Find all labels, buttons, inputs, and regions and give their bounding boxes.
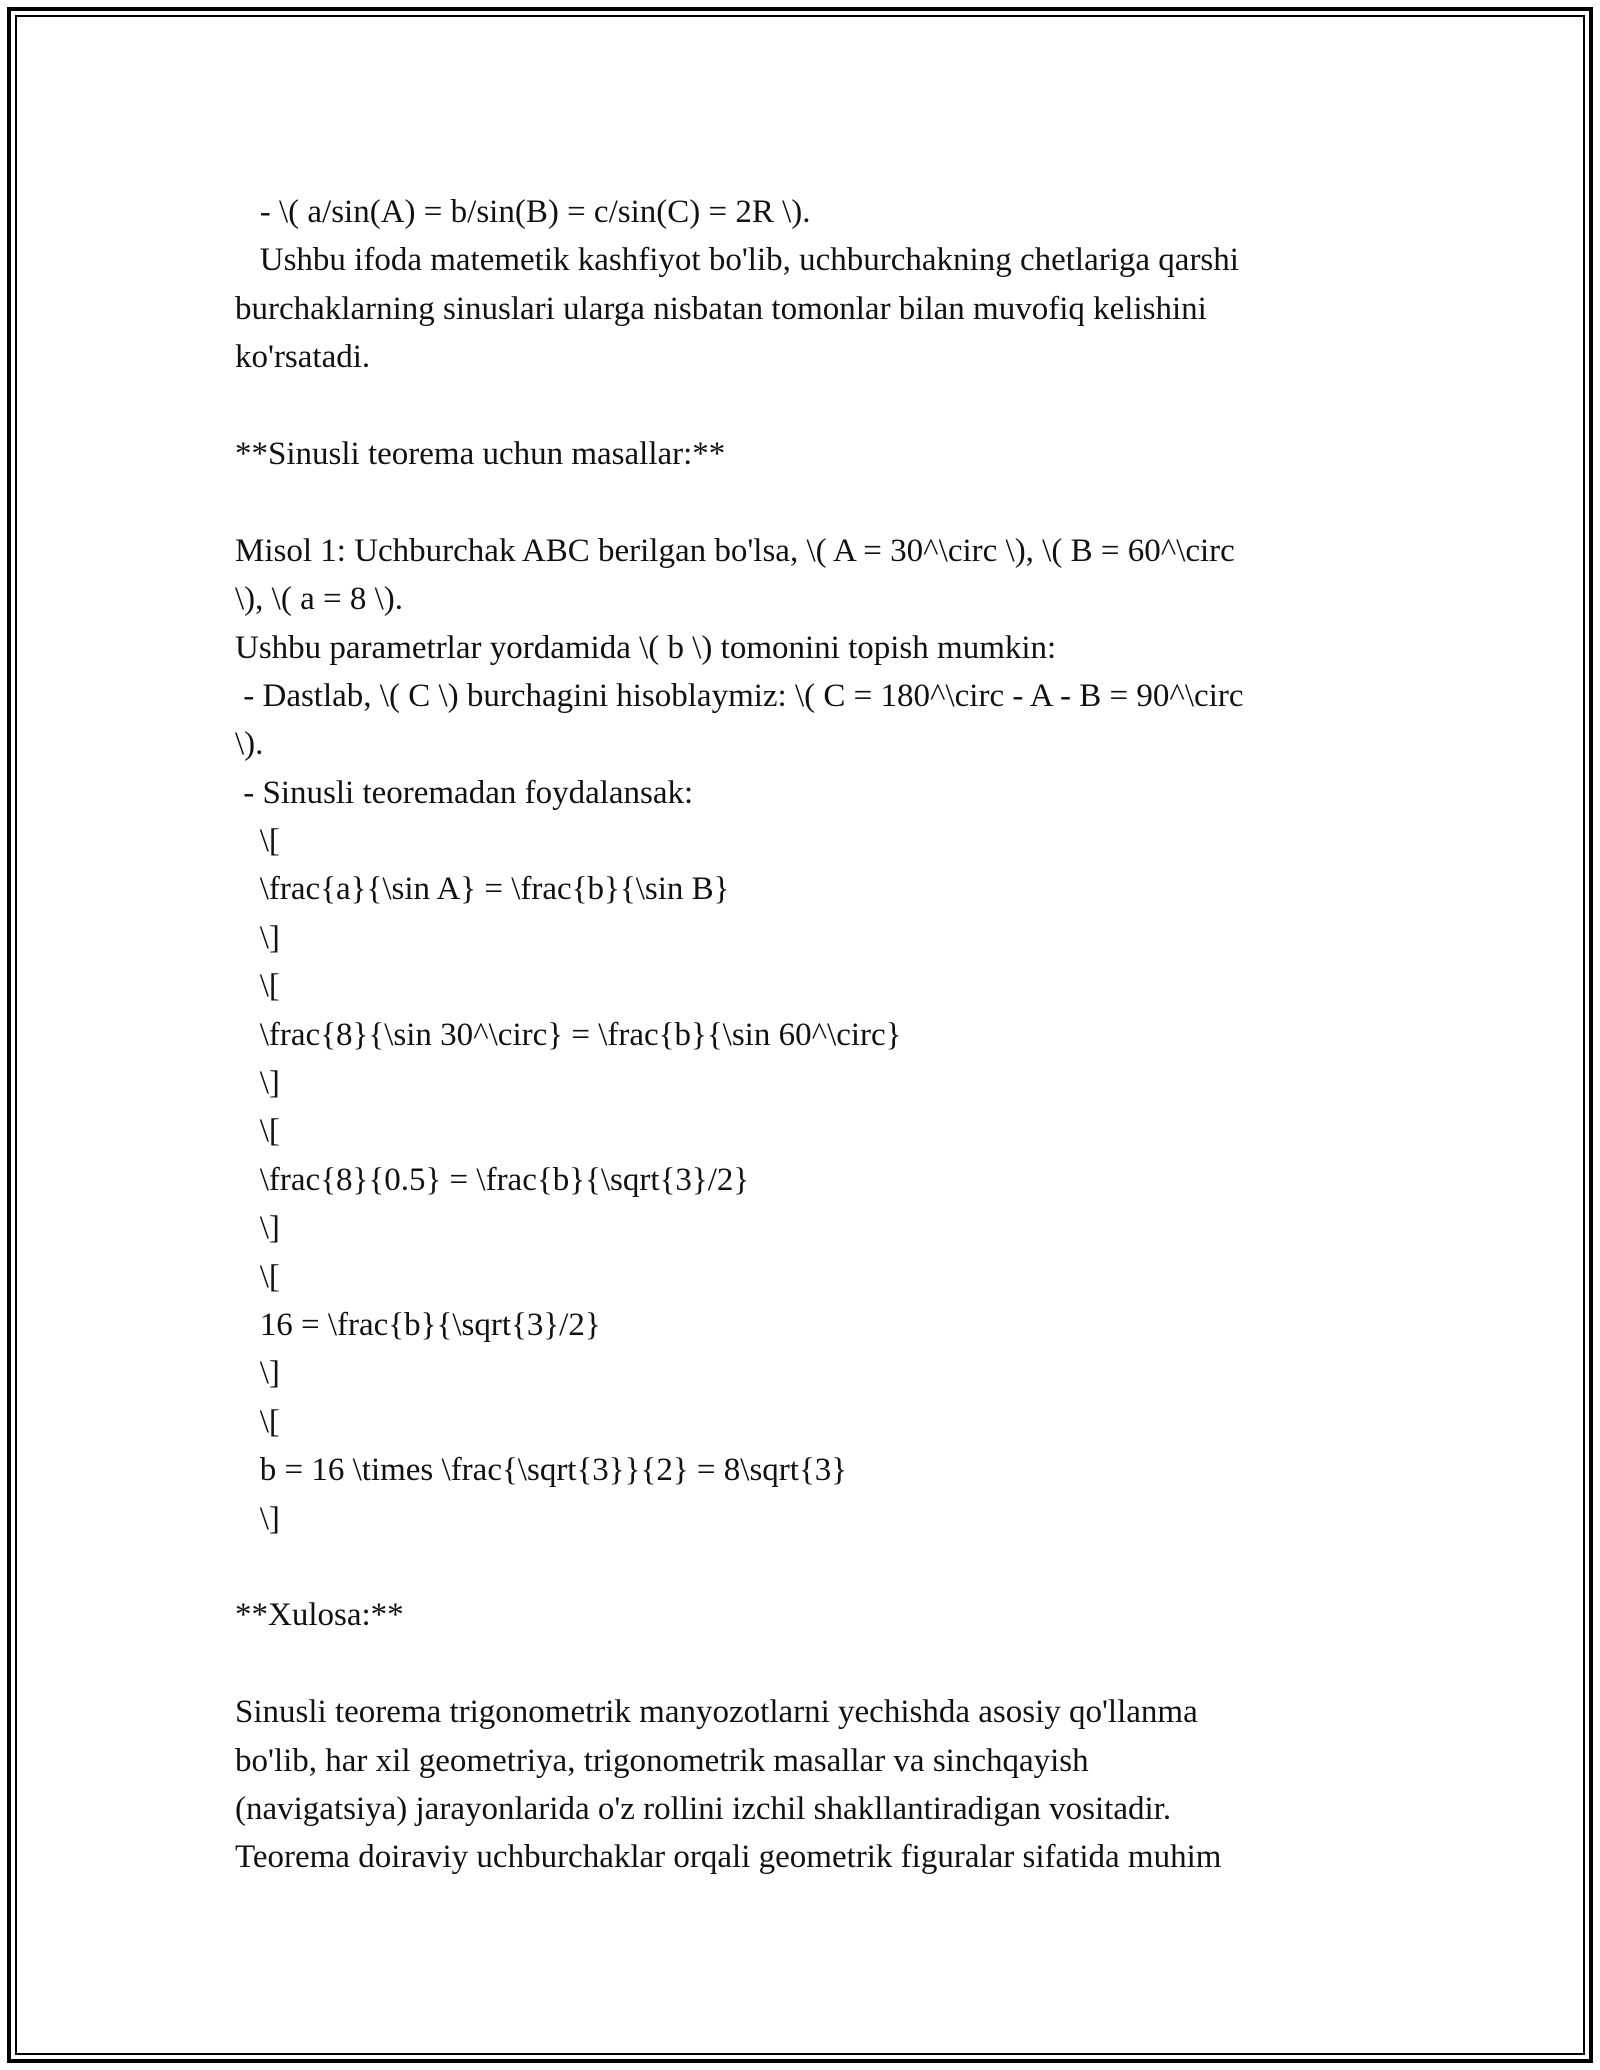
document-body	[235, 188, 1375, 1882]
text-line: b = 16 \times \frac{\sqrt{3}}{2} = 8\sqrt{3}	[235, 1452, 848, 1489]
text-line: \frac{a}{\sin A} = \frac{b}{\sin B}	[235, 871, 730, 908]
blank-line	[235, 1640, 1375, 1688]
text-line: (navigatsiya) jarayonlarida o'z rollini izchil shakllantiradigan vositadir.	[235, 1790, 1172, 1827]
text-line: \), \( a = 8 \).	[235, 581, 403, 618]
blank-line	[235, 382, 1375, 430]
text-line: \frac{8}{0.5} = \frac{b}{\sqrt{3}/2}	[235, 1161, 750, 1198]
text-line: \[	[235, 1113, 280, 1150]
text-line: Teorema doiraviy uchburchaklar orqali geometrik figuralar sifatida muhim	[235, 1839, 1222, 1876]
text-line: - \( a/sin(A) = b/sin(B) = c/sin(C) = 2R \).	[235, 194, 811, 230]
text-line: \[	[235, 968, 280, 1005]
text-line: bo'lib, har xil geometriya, trigonometrik masallar va sinchqayish	[235, 1742, 1089, 1779]
text-line: \]	[235, 1065, 280, 1102]
text-line: \]	[235, 1500, 280, 1537]
text-line: \[	[235, 1258, 280, 1295]
text-line: 16 = \frac{b}{\sqrt{3}/2}	[235, 1306, 601, 1343]
text-line: ko'rsatadi.	[235, 339, 371, 376]
text-line: - Sinusli teoremadan foydalansak:	[235, 774, 694, 811]
blank-line	[235, 1543, 1375, 1591]
text-line: **Sinusli teorema uchun masallar:**	[235, 435, 726, 472]
text-line: \]	[235, 919, 280, 956]
text-line: \]	[235, 1355, 280, 1392]
text-line: \]	[235, 1210, 280, 1247]
text-line: Sinusli teorema trigonometrik manyozotlarni yechishda asosiy qo'llanma	[235, 1694, 1198, 1731]
text-line: \[	[235, 823, 280, 860]
text-line: Misol 1: Uchburchak ABC berilgan bo'lsa, \( A = 30^\circ \), \( B = 60^\circ	[235, 532, 1235, 569]
text-line: \frac{8}{\sin 30^\circ} = \frac{b}{\sin 60^\circ}	[235, 1016, 902, 1053]
text-line: \[	[235, 1403, 280, 1440]
blank-line	[235, 478, 1375, 526]
text-line: Ushbu parametrlar yordamida \( b \) tomonini topish mumkin:	[235, 629, 1057, 666]
text-line: - Dastlab, \( C \) burchagini hisoblaymiz: \( C = 180^\circ - A - B = 90^\circ	[235, 677, 1244, 714]
text-line: **Xulosa:**	[235, 1597, 404, 1634]
text-line: burchaklarning sinuslari ularga nisbatan tomonlar bilan muvofiq kelishini	[235, 290, 1207, 327]
text-line: \).	[235, 726, 264, 763]
text-line: Ushbu ifoda matemetik kashfiyot bo'lib, uchburchakning chetlariga qarshi	[235, 242, 1239, 279]
